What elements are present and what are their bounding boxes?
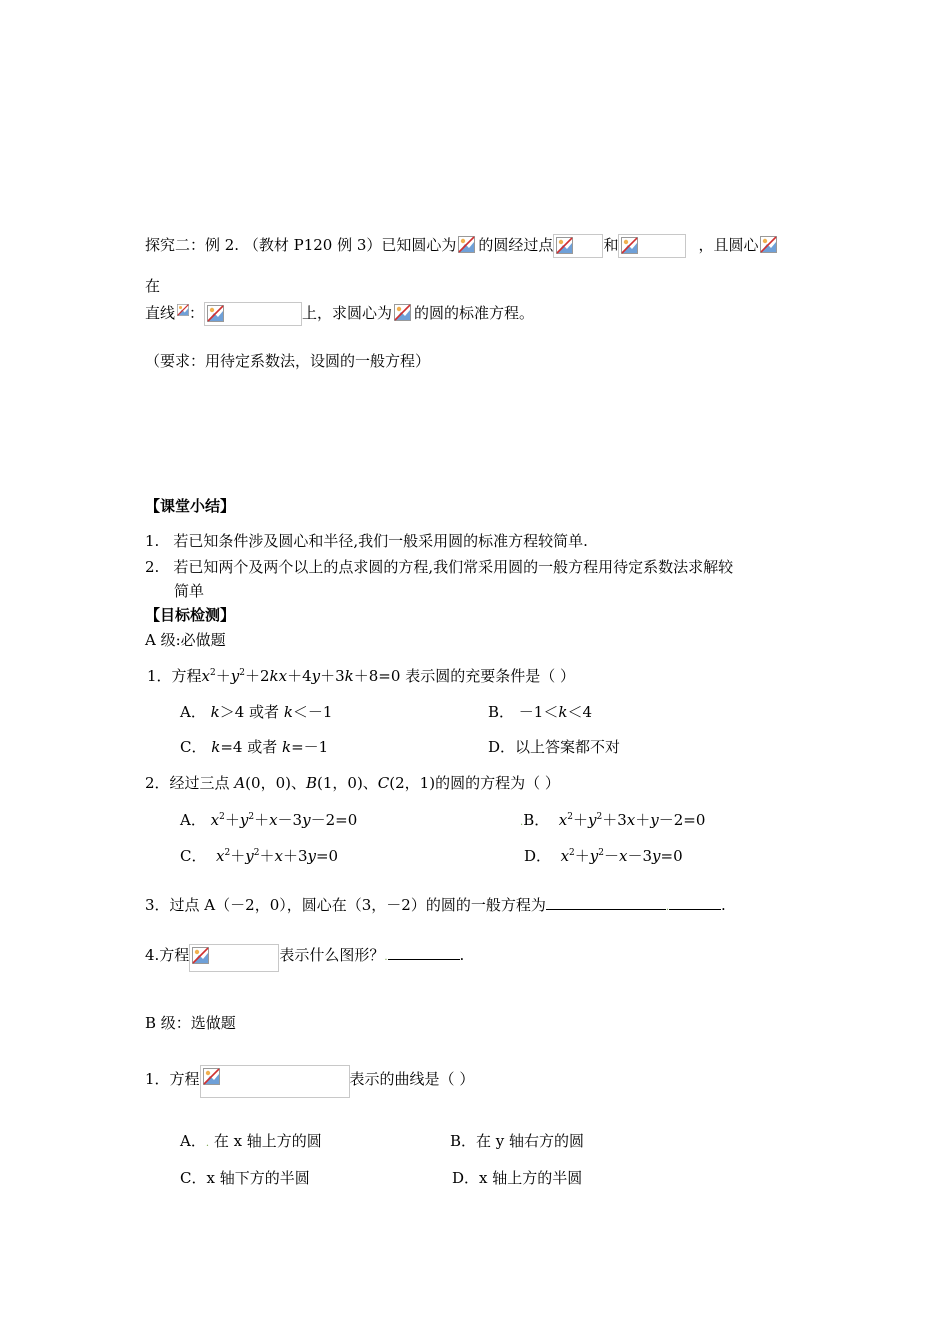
explore-text: 上，求圆心为	[302, 304, 393, 322]
explore-text: ：	[189, 304, 205, 322]
q1-option-d[interactable]: D．以上答案都不对	[488, 738, 621, 756]
q3-text: 3．过点 A（－2，0），圆心在（3，－2）的圆的一般方程为	[145, 896, 546, 914]
option-letter: A．	[180, 811, 206, 829]
summary-num: 1.	[145, 532, 160, 550]
b1-option-a[interactable]: A．. 在 x 轴上方的圆	[180, 1132, 322, 1150]
b1-stem	[145, 1065, 474, 1098]
level-a: A 级:必做题	[145, 631, 226, 649]
answer-blank[interactable]	[669, 893, 721, 910]
q3-end: .	[721, 896, 726, 914]
q4-text: 表示什么图形？	[279, 946, 385, 964]
explore-requirement: （要求：用待定系数法，设圆的一般方程）	[145, 352, 431, 370]
broken-image-icon	[200, 1065, 350, 1098]
explore-text: 的圆经过点	[478, 236, 554, 254]
q4-end: .	[459, 946, 465, 964]
q2-stem-text: 2．经过三点	[145, 774, 230, 792]
summary-item-2	[145, 557, 733, 577]
q1-option-c[interactable]: C． k=4 或者 k=－1	[180, 738, 329, 756]
b1-text: 表示的曲线是（ ）	[349, 1070, 475, 1088]
q3: 3．过点 A（－2，0），圆心在（3，－2）的圆的一般方程为 . .	[145, 893, 726, 918]
option-letter: D．	[524, 847, 552, 865]
b1-option-d[interactable]: D．x 轴上方的半圆	[452, 1169, 583, 1187]
broken-image-icon	[189, 944, 279, 972]
summary-text: 若已知条件涉及圆心和半径,我们一般采用圆的标准方程较简单.	[173, 532, 588, 550]
option-text: 在 x 轴上方的圆	[213, 1132, 322, 1150]
q2-stem-text: 的圆的方程为（ ）	[435, 774, 560, 792]
broken-image-icon	[392, 302, 414, 326]
level-b: B 级：选做题	[145, 1014, 236, 1032]
q2-option-d[interactable]: D． $x^2+y^2-x-3y=0$	[524, 847, 683, 865]
q1-option-a[interactable]: A． k＞4 或者 k＜－1	[180, 703, 333, 721]
broken-image-icon	[204, 302, 302, 326]
summary-item-2-cont: 简单	[174, 582, 205, 600]
q1-stem-text: 1．方程	[147, 667, 202, 685]
q2-stem: 2．经过三点 A(0，0)、B(1，0)、C(2，1)的圆的方程为（ ）	[145, 774, 560, 792]
q2-option-c[interactable]: C． $x^2+y^2+x+3y=0$	[180, 847, 339, 865]
explore-text: 的圆的标准方程。	[414, 304, 535, 322]
broken-image-icon	[758, 234, 780, 258]
option-letter: B．	[523, 811, 550, 829]
broken-image-icon	[553, 234, 603, 258]
q2-option-b[interactable]: .B． $x^2+y^2+3x+y-2=0$	[520, 811, 706, 829]
check-title: 【目标检测】	[145, 606, 236, 624]
summary-num: 2.	[145, 558, 160, 576]
b1-option-b[interactable]: B．在 y 轴右方的圆	[450, 1132, 585, 1150]
b1-text: 1．方程	[145, 1070, 200, 1088]
q2-option-a[interactable]: A． $x^2+y^2+x-3y-2=0$	[180, 811, 358, 829]
explore-text: 和	[603, 236, 619, 254]
explore-text: ，且圆心	[698, 236, 759, 254]
broken-image-icon	[456, 234, 478, 258]
summary-text: 的方程,我们常采用圆的一般方程用待定系数法求解较	[383, 558, 734, 576]
option-letter: A．	[180, 703, 206, 721]
summary-text: 若已知两个及两个以上的点求圆	[173, 558, 384, 576]
explore-line-2: 在	[145, 277, 161, 295]
explore-text: 探究二：例 2. （教材 P120 例 3）已知圆心为	[145, 236, 457, 254]
summary-title: 【课堂小结】	[145, 497, 236, 515]
answer-blank[interactable]	[388, 943, 460, 960]
q1-stem: 1．方程$x^2+y^2+2kx+4y+3k+8=0$ 表示圆的充要条件是（ ）	[147, 667, 575, 685]
option-letter: B．	[488, 703, 515, 721]
explore-text: 直线	[145, 304, 176, 322]
option-letter: C．	[180, 847, 207, 865]
q4: 4.方程 表示什么图形？. .	[145, 943, 464, 972]
option-letter: A．	[180, 1132, 206, 1150]
q4-text: 4.方程	[145, 946, 190, 964]
broken-image-icon	[175, 302, 189, 326]
broken-image-icon	[618, 234, 686, 258]
explore-line-1	[145, 234, 780, 258]
explore-line-3	[145, 302, 534, 326]
q1-option-b[interactable]: B． －1＜k＜4	[488, 703, 592, 721]
option-letter: C．	[180, 738, 207, 756]
q1-stem-text: 表示圆的充要条件是（ ）	[405, 667, 575, 685]
b1-option-c[interactable]: C．x 轴下方的半圆	[180, 1169, 310, 1187]
answer-blank[interactable]	[546, 893, 666, 910]
summary-item-1	[145, 531, 588, 551]
